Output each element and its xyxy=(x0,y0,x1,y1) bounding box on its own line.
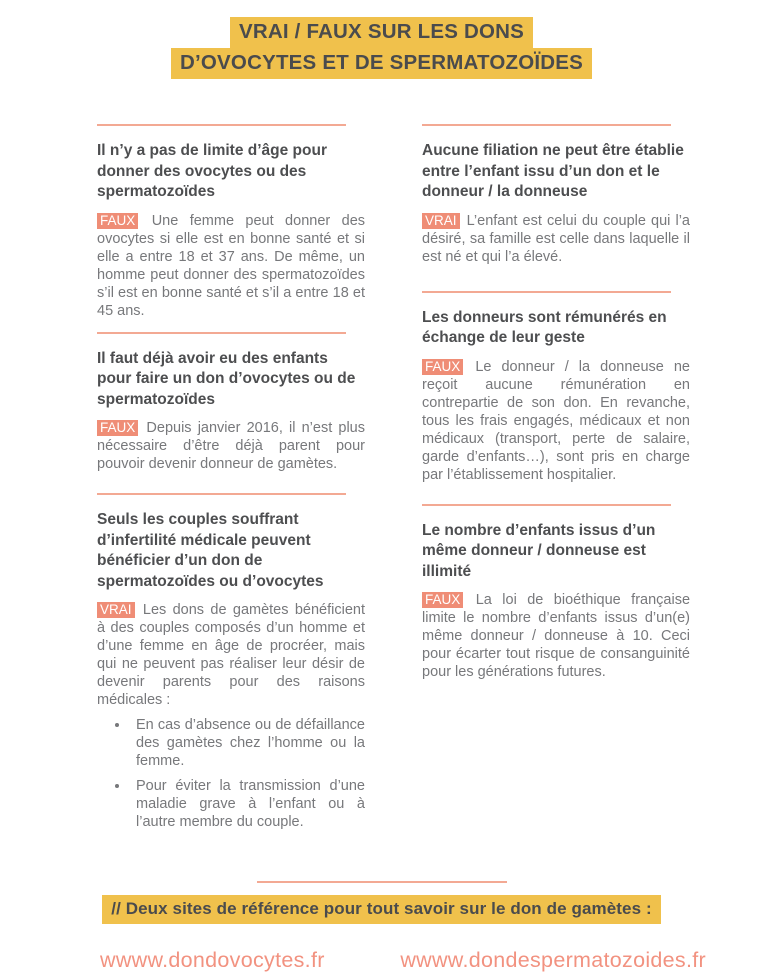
separator-line xyxy=(422,124,671,126)
verdict-badge: VRAI xyxy=(97,602,135,618)
qa-columns xyxy=(97,124,690,851)
qa-item-remuneration xyxy=(422,291,690,484)
verdict-badge: VRAI xyxy=(422,213,460,229)
verdict-badge: FAUX xyxy=(422,592,463,608)
qa-answer-text: L’enfant est celui du couple qui l’a désiré, sa famille est celle dans laquelle il est né et qui l’a élevé. xyxy=(422,212,690,265)
qa-item-infertility-couples xyxy=(97,493,365,831)
verdict-badge: FAUX xyxy=(422,359,463,375)
footer-separator-line xyxy=(257,881,507,883)
qa-bullet-list xyxy=(97,716,365,831)
qa-heading: Les donneurs sont rémunérés en échange de leur geste xyxy=(422,308,667,346)
verdict-badge: FAUX xyxy=(97,213,138,229)
qa-heading: Il faut déjà avoir eu des enfants pour faire un don d’ovocytes ou de spermatozoïdes xyxy=(97,349,356,408)
qa-answer xyxy=(97,419,365,473)
qa-answer-text: Le donneur / la donneuse ne reçoit aucune rémunération en contrepartie de son don. En revanche, tous les frais engagés, médicaux et non médicaux (transport, perte de salaire, garde d’enfants…), sont pris en charge par l’établissement hospitalier. xyxy=(422,358,690,483)
link-dondovocytes[interactable]: wwww.dondovocytes.fr xyxy=(100,948,325,972)
separator-line xyxy=(97,493,346,495)
qa-answer xyxy=(422,212,690,266)
page-title-line2: D’OVOCYTES ET DE SPERMATOZOÏDES xyxy=(171,48,592,79)
qa-bullet: • Pour éviter la transmission d’une maladie grave à l’enfant ou à l’autre membre du couple. xyxy=(130,777,365,831)
qa-answer xyxy=(422,358,690,484)
qa-column-left xyxy=(97,124,365,851)
footer-banner: // Deux sites de référence pour tout savoir sur le don de gamètes : xyxy=(102,895,660,924)
qa-answer xyxy=(97,212,365,320)
verdict-badge: FAUX xyxy=(97,420,138,436)
link-dondespermatozoides[interactable]: wwww.dondespermatozoides.fr xyxy=(400,948,706,972)
qa-item-children-required xyxy=(97,332,365,474)
qa-answer xyxy=(422,591,690,681)
footer-banner-row xyxy=(0,895,763,924)
qa-answer-text: Les dons de gamètes bénéficient à des couples composés d’un homme et d’une femme en âge de procréer, mais qui ne peuvent pas réaliser leur désir de devenir parents pour des raisons médicales : xyxy=(97,602,365,708)
qa-answer-text: Depuis janvier 2016, il n’est plus nécessaire d’être déjà parent pour pouvoir devenir donneur de gamètes. xyxy=(97,420,365,472)
qa-item-age-limit xyxy=(97,124,365,320)
qa-answer xyxy=(97,601,365,709)
qa-heading: Aucune filiation ne peut être établie entre l’enfant issu d’un don et le donneur / la donneuse xyxy=(422,142,684,200)
separator-line xyxy=(422,291,671,293)
qa-heading: Le nombre d’enfants issus d’un même donneur / donneuse est illimité xyxy=(422,521,656,580)
qa-column-right xyxy=(422,124,690,851)
qa-bullet: • En cas d’absence ou de défaillance des gamètes chez l’homme ou la femme. xyxy=(130,716,365,770)
qa-heading: Il n’y a pas de limite d’âge pour donner des ovocytes ou des spermatozoïdes xyxy=(97,142,327,200)
qa-answer-text: Une femme peut donner des ovocytes si elle est en bonne santé et si elle a entre 18 et 37 ans. De même, un homme peut donner des spermatozoïdes s’il est en bonne santé et s’il a entre 18 et 45 ans. xyxy=(97,212,366,319)
qa-item-filiation xyxy=(422,124,690,266)
page-title-line1: VRAI / FAUX SUR LES DONS xyxy=(230,17,533,48)
separator-line xyxy=(422,504,671,506)
page-title xyxy=(0,0,763,79)
separator-line xyxy=(97,124,346,126)
footer-links xyxy=(100,948,706,973)
separator-line xyxy=(97,332,346,334)
qa-item-children-count xyxy=(422,504,690,682)
qa-heading: Seuls les couples souffrant d’infertilité médicale peuvent bénéficier d’un don de spermatozoïdes ou d’ovocytes xyxy=(97,511,324,590)
qa-answer-text: La loi de bioéthique française limite le nombre d’enfants issus d’un(e) même donneur / donneuse à 10. Ceci pour écarter tout risque de consanguinité pour les générations futures. xyxy=(422,592,691,680)
